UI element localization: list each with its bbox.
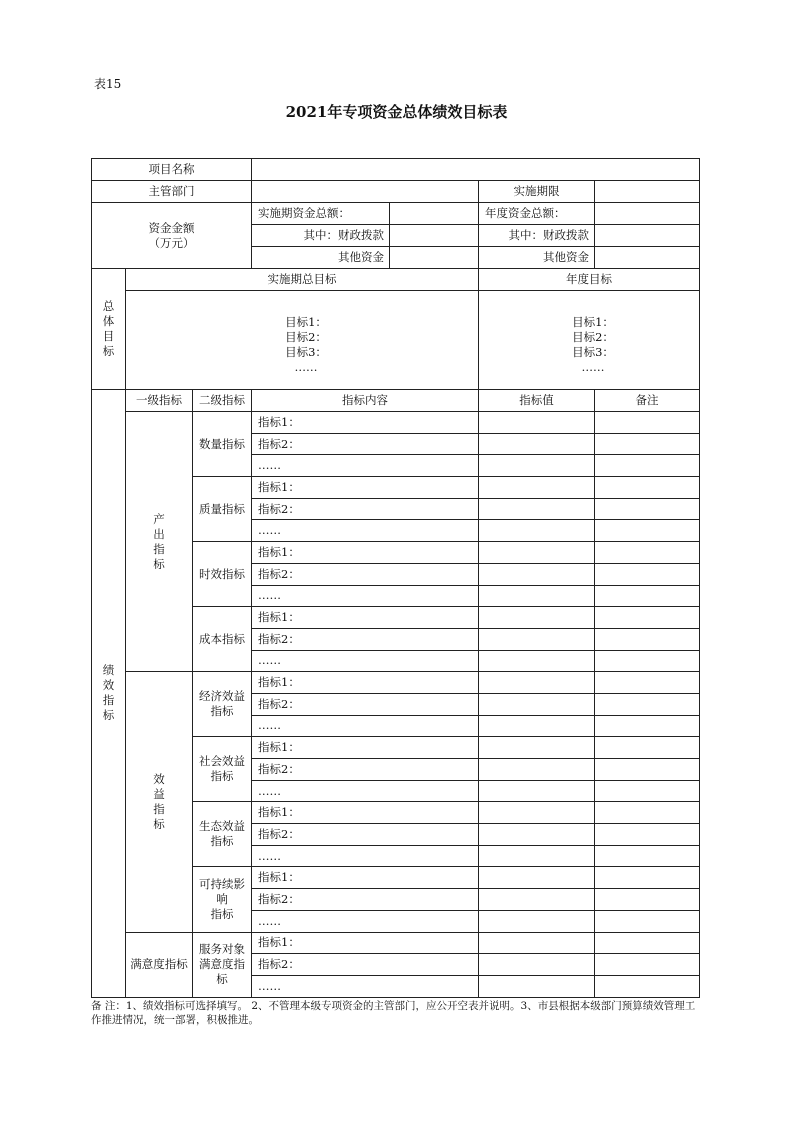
indicator-value-cell[interactable] [479,932,595,954]
indicator-content-cell[interactable]: 指标1： [252,802,479,824]
indicator-content-cell[interactable]: …… [252,455,479,477]
indicator-content-cell[interactable]: …… [252,845,479,867]
indicator-value-cell[interactable] [479,520,595,542]
indicator-value-cell[interactable] [479,585,595,607]
annual-fiscal-value[interactable] [595,225,700,247]
period-label: 实施期限 [479,181,595,203]
indicator-note-cell[interactable] [595,954,700,976]
page-title: 2021年专项资金总体绩效目标表 [285,103,508,121]
indicator-value-cell[interactable] [479,498,595,520]
table-number: 表15 [94,77,122,91]
indicator-content-cell[interactable]: 指标2： [252,563,479,585]
indicator-value-cell[interactable] [479,650,595,672]
period-other-value[interactable] [390,247,479,269]
indicator-note-cell[interactable] [595,628,700,650]
project-name-label: 项目名称 [92,159,252,181]
indicator-note-cell[interactable] [595,975,700,997]
department-value[interactable] [252,181,479,203]
indicator-content-cell[interactable]: 指标2： [252,824,479,846]
indicator-content-cell[interactable]: …… [252,910,479,932]
indicator-note-cell[interactable] [595,889,700,911]
period-fiscal-value[interactable] [390,225,479,247]
indicator-note-cell[interactable] [595,715,700,737]
indicator-value-cell[interactable] [479,477,595,499]
period-value[interactable] [595,181,700,203]
indicator-value-cell[interactable] [479,867,595,889]
annual-total-value[interactable] [595,203,700,225]
level2-indicator: 质量指标 [193,477,252,542]
indicator-value-cell[interactable] [479,433,595,455]
indicator-value-cell[interactable] [479,975,595,997]
level2-header: 二级指标 [193,390,252,412]
level2-indicator: 经济效益 指标 [193,672,252,737]
overall-goal-label: 总 体 目 标 [92,269,126,390]
indicator-note-cell[interactable] [595,498,700,520]
period-fiscal-label: 其中：财政拨款 [252,225,390,247]
period-other-label: 其他资金 [252,247,390,269]
annual-other-value[interactable] [595,247,700,269]
indicator-content-cell[interactable]: 指标1： [252,607,479,629]
period-total-label: 实施期资金总额： [252,203,390,225]
indicator-content-cell[interactable]: …… [252,780,479,802]
indicator-note-cell[interactable] [595,563,700,585]
indicator-note-cell[interactable] [595,455,700,477]
annual-total-label: 年度资金总额： [479,203,595,225]
level1-indicator: 效 益 指 标 [126,672,193,932]
indicator-content-cell[interactable]: …… [252,520,479,542]
indicator-value-cell[interactable] [479,693,595,715]
footnote: 备 注：1、绩效指标可选择填写。 2、不管理本级专项资金的主管部门，应公开空表并说明。3、市县根据本级部门预算绩效管理工作推进情况，统一部署，积极推进。 [91,1000,696,1026]
level2-indicator: 可持续影 响 指标 [193,867,252,932]
level2-indicator: 时效指标 [193,542,252,607]
indicator-note-cell[interactable] [595,412,700,434]
indicator-content-cell[interactable]: 指标1： [252,412,479,434]
indicator-content-cell[interactable]: …… [252,975,479,997]
annual-fiscal-label: 其中：财政拨款 [479,225,595,247]
indicator-value-cell[interactable] [479,628,595,650]
indicator-note-cell[interactable] [595,433,700,455]
indicator-row [92,932,700,954]
indicator-note-cell[interactable] [595,672,700,694]
indicator-content-cell[interactable]: 指标2： [252,433,479,455]
indicator-value-cell[interactable] [479,845,595,867]
indicator-content-cell[interactable]: …… [252,650,479,672]
annual-goal-cell[interactable]: 目标1： 目标2： 目标3： …… [479,291,700,390]
indicator-value-cell[interactable] [479,455,595,477]
level2-indicator: 成本指标 [193,607,252,672]
indicator-value-cell[interactable] [479,672,595,694]
level2-indicator: 社会效益 指标 [193,737,252,802]
indicator-content-cell[interactable]: 指标2： [252,693,479,715]
level2-indicator: 数量指标 [193,412,252,477]
indicator-content-cell[interactable]: 指标1： [252,932,479,954]
value-header: 指标值 [479,390,595,412]
indicator-row [92,672,700,694]
indicator-note-cell[interactable] [595,932,700,954]
indicator-note-cell[interactable] [595,737,700,759]
indicator-value-cell[interactable] [479,412,595,434]
indicator-note-cell[interactable] [595,824,700,846]
performance-indicator-label: 绩 效 指 标 [92,390,126,998]
funding-label: 资金金额 （万元） [92,203,252,269]
indicator-value-cell[interactable] [479,802,595,824]
indicator-value-cell[interactable] [479,824,595,846]
indicator-content-cell[interactable]: 指标2： [252,954,479,976]
indicator-content-cell[interactable]: 指标1： [252,542,479,564]
indicator-content-cell[interactable]: 指标1： [252,737,479,759]
level2-indicator: 服务对象 满意度指 标 [193,932,252,997]
indicator-note-cell[interactable] [595,780,700,802]
level1-header: 一级指标 [126,390,193,412]
indicator-note-cell[interactable] [595,693,700,715]
level2-indicator: 生态效益 指标 [193,802,252,867]
indicator-note-cell[interactable] [595,542,700,564]
indicator-content-cell[interactable]: 指标1： [252,867,479,889]
indicator-content-cell[interactable]: …… [252,585,479,607]
annual-goal-header: 年度目标 [479,269,700,291]
indicator-content-cell[interactable]: 指标2： [252,498,479,520]
indicator-value-cell[interactable] [479,889,595,911]
indicator-value-cell[interactable] [479,759,595,781]
period-goal-cell[interactable]: 目标1： 目标2： 目标3： …… [126,291,479,390]
indicator-value-cell[interactable] [479,910,595,932]
content-header: 指标内容 [252,390,479,412]
period-goal-header: 实施期总目标 [126,269,479,291]
indicator-note-cell[interactable] [595,867,700,889]
indicator-note-cell[interactable] [595,910,700,932]
indicator-note-cell[interactable] [595,650,700,672]
indicator-value-cell[interactable] [479,737,595,759]
indicator-note-cell[interactable] [595,845,700,867]
indicator-content-cell[interactable]: 指标2： [252,889,479,911]
indicator-note-cell[interactable] [595,802,700,824]
indicator-note-cell[interactable] [595,607,700,629]
project-name-value[interactable] [252,159,700,181]
level1-indicator: 满意度指标 [126,932,193,997]
note-header: 备注 [595,390,700,412]
indicator-content-cell[interactable]: 指标2： [252,628,479,650]
indicator-value-cell[interactable] [479,542,595,564]
indicator-content-cell[interactable]: 指标2： [252,759,479,781]
indicator-content-cell[interactable]: 指标1： [252,672,479,694]
indicator-value-cell[interactable] [479,715,595,737]
annual-other-label: 其他资金 [479,247,595,269]
indicator-row [92,412,700,434]
indicator-content-cell[interactable]: 指标1： [252,477,479,499]
indicator-value-cell[interactable] [479,954,595,976]
indicator-note-cell[interactable] [595,759,700,781]
indicator-note-cell[interactable] [595,520,700,542]
indicator-value-cell[interactable] [479,607,595,629]
indicator-note-cell[interactable] [595,585,700,607]
period-total-value[interactable] [390,203,479,225]
department-label: 主管部门 [92,181,252,203]
indicator-content-cell[interactable]: …… [252,715,479,737]
level1-indicator: 产 出 指 标 [126,412,193,672]
performance-goal-table [91,158,700,998]
indicator-note-cell[interactable] [595,477,700,499]
indicator-value-cell[interactable] [479,780,595,802]
indicator-value-cell[interactable] [479,563,595,585]
